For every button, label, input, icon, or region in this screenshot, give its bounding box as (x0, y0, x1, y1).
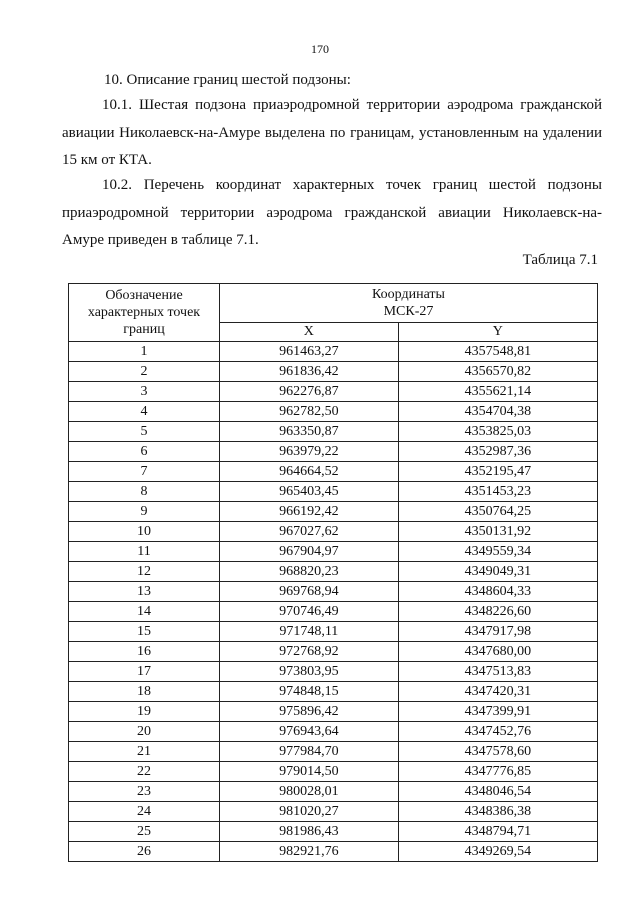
cell-point-number: 15 (69, 622, 220, 642)
cell-x: 975896,42 (220, 702, 399, 722)
cell-y: 4347513,83 (398, 662, 597, 682)
table-row (69, 642, 598, 662)
header-point-name (69, 284, 220, 342)
cell-y: 4347776,85 (398, 762, 597, 782)
cell-x: 977984,70 (220, 742, 399, 762)
table-body (69, 342, 598, 862)
cell-y: 4347917,98 (398, 622, 597, 642)
cell-y: 4347420,31 (398, 682, 597, 702)
header-point-name-line2: характерных точек (87, 305, 201, 320)
table-row (69, 742, 598, 762)
cell-x: 973803,95 (220, 662, 399, 682)
cell-point-number: 4 (69, 402, 220, 422)
cell-x: 981986,43 (220, 822, 399, 842)
cell-x: 976943,64 (220, 722, 399, 742)
cell-y: 4352195,47 (398, 462, 597, 482)
table-row (69, 842, 598, 862)
header-point-name-line3: границ (123, 322, 165, 337)
cell-y: 4349049,31 (398, 562, 597, 582)
section-heading: 10. Описание границ шестой подзоны: (104, 72, 351, 88)
table-row (69, 362, 598, 382)
cell-x: 966192,42 (220, 502, 399, 522)
cell-x: 962782,50 (220, 402, 399, 422)
table-caption: Таблица 7.1 (522, 252, 598, 268)
cell-x: 982921,76 (220, 842, 399, 862)
table-row (69, 522, 598, 542)
header-coordinates-line1: Координаты (372, 287, 445, 302)
cell-y: 4348604,33 (398, 582, 597, 602)
cell-y: 4351453,23 (398, 482, 597, 502)
table-row (69, 342, 598, 362)
cell-y: 4355621,14 (398, 382, 597, 402)
cell-x: 970746,49 (220, 602, 399, 622)
cell-y: 4356570,82 (398, 362, 597, 382)
table-row (69, 462, 598, 482)
cell-y: 4352987,36 (398, 442, 597, 462)
cell-point-number: 23 (69, 782, 220, 802)
cell-x: 961836,42 (220, 362, 399, 382)
cell-point-number: 1 (69, 342, 220, 362)
table-row (69, 782, 598, 802)
cell-x: 971748,11 (220, 622, 399, 642)
cell-x: 972768,92 (220, 642, 399, 662)
table-header (69, 284, 598, 342)
paragraph-10-2: 10.2. Перечень координат характерных точек границ шестой подзоны приаэродромной территории аэродрома гражданской авиации Николаевск-на-Амуре приведен в таблице 7.1. (62, 177, 602, 248)
table-row (69, 482, 598, 502)
header-x: X (220, 323, 399, 342)
cell-x: 981020,27 (220, 802, 399, 822)
cell-y: 4348386,38 (398, 802, 597, 822)
cell-x: 963979,22 (220, 442, 399, 462)
cell-x: 974848,15 (220, 682, 399, 702)
cell-y: 4350131,92 (398, 522, 597, 542)
cell-x: 980028,01 (220, 782, 399, 802)
cell-x: 963350,87 (220, 422, 399, 442)
table-row (69, 762, 598, 782)
cell-y: 4349269,54 (398, 842, 597, 862)
cell-x: 969768,94 (220, 582, 399, 602)
table-row (69, 402, 598, 422)
cell-x: 967027,62 (220, 522, 399, 542)
cell-x: 961463,27 (220, 342, 399, 362)
cell-point-number: 5 (69, 422, 220, 442)
cell-point-number: 20 (69, 722, 220, 742)
cell-y: 4347399,91 (398, 702, 597, 722)
table-row (69, 722, 598, 742)
table-row (69, 602, 598, 622)
table-row (69, 682, 598, 702)
cell-y: 4348046,54 (398, 782, 597, 802)
header-coordinates-line2: МСК-27 (383, 304, 434, 319)
cell-point-number: 12 (69, 562, 220, 582)
cell-point-number: 18 (69, 682, 220, 702)
cell-y: 4347680,00 (398, 642, 597, 662)
cell-x: 979014,50 (220, 762, 399, 782)
cell-point-number: 22 (69, 762, 220, 782)
header-point-name-line1: Обозначение (105, 288, 183, 303)
table-row (69, 822, 598, 842)
cell-point-number: 11 (69, 542, 220, 562)
cell-y: 4354704,38 (398, 402, 597, 422)
table-row (69, 382, 598, 402)
cell-x: 962276,87 (220, 382, 399, 402)
cell-y: 4347452,76 (398, 722, 597, 742)
page-number: 170 (311, 42, 329, 56)
cell-point-number: 19 (69, 702, 220, 722)
cell-x: 965403,45 (220, 482, 399, 502)
cell-y: 4348226,60 (398, 602, 597, 622)
header-y: Y (398, 323, 597, 342)
table-row (69, 422, 598, 442)
cell-y: 4349559,34 (398, 542, 597, 562)
table-row (69, 562, 598, 582)
cell-y: 4350764,25 (398, 502, 597, 522)
paragraph-10-1: 10.1. Шестая подзона приаэродромной территории аэродрома гражданской авиации Николаевск-на-Амуре выделена по границам, установленным на удалении 15 км от КТА. (62, 97, 602, 168)
cell-point-number: 7 (69, 462, 220, 482)
cell-point-number: 16 (69, 642, 220, 662)
cell-x: 968820,23 (220, 562, 399, 582)
cell-x: 964664,52 (220, 462, 399, 482)
cell-x: 967904,97 (220, 542, 399, 562)
cell-point-number: 14 (69, 602, 220, 622)
table-row (69, 442, 598, 462)
cell-point-number: 24 (69, 802, 220, 822)
cell-point-number: 13 (69, 582, 220, 602)
cell-point-number: 2 (69, 362, 220, 382)
cell-y: 4347578,60 (398, 742, 597, 762)
cell-point-number: 10 (69, 522, 220, 542)
cell-point-number: 9 (69, 502, 220, 522)
table-row (69, 622, 598, 642)
cell-point-number: 26 (69, 842, 220, 862)
table-row (69, 542, 598, 562)
cell-y: 4348794,71 (398, 822, 597, 842)
cell-point-number: 6 (69, 442, 220, 462)
table-row (69, 502, 598, 522)
table-row (69, 582, 598, 602)
coordinates-table (68, 283, 598, 862)
table-row (69, 802, 598, 822)
cell-y: 4353825,03 (398, 422, 597, 442)
table-row (69, 662, 598, 682)
cell-point-number: 25 (69, 822, 220, 842)
cell-point-number: 3 (69, 382, 220, 402)
cell-y: 4357548,81 (398, 342, 597, 362)
cell-point-number: 21 (69, 742, 220, 762)
cell-point-number: 8 (69, 482, 220, 502)
header-coordinates (220, 284, 598, 323)
cell-point-number: 17 (69, 662, 220, 682)
table-header-row (69, 284, 598, 323)
table-row (69, 702, 598, 722)
